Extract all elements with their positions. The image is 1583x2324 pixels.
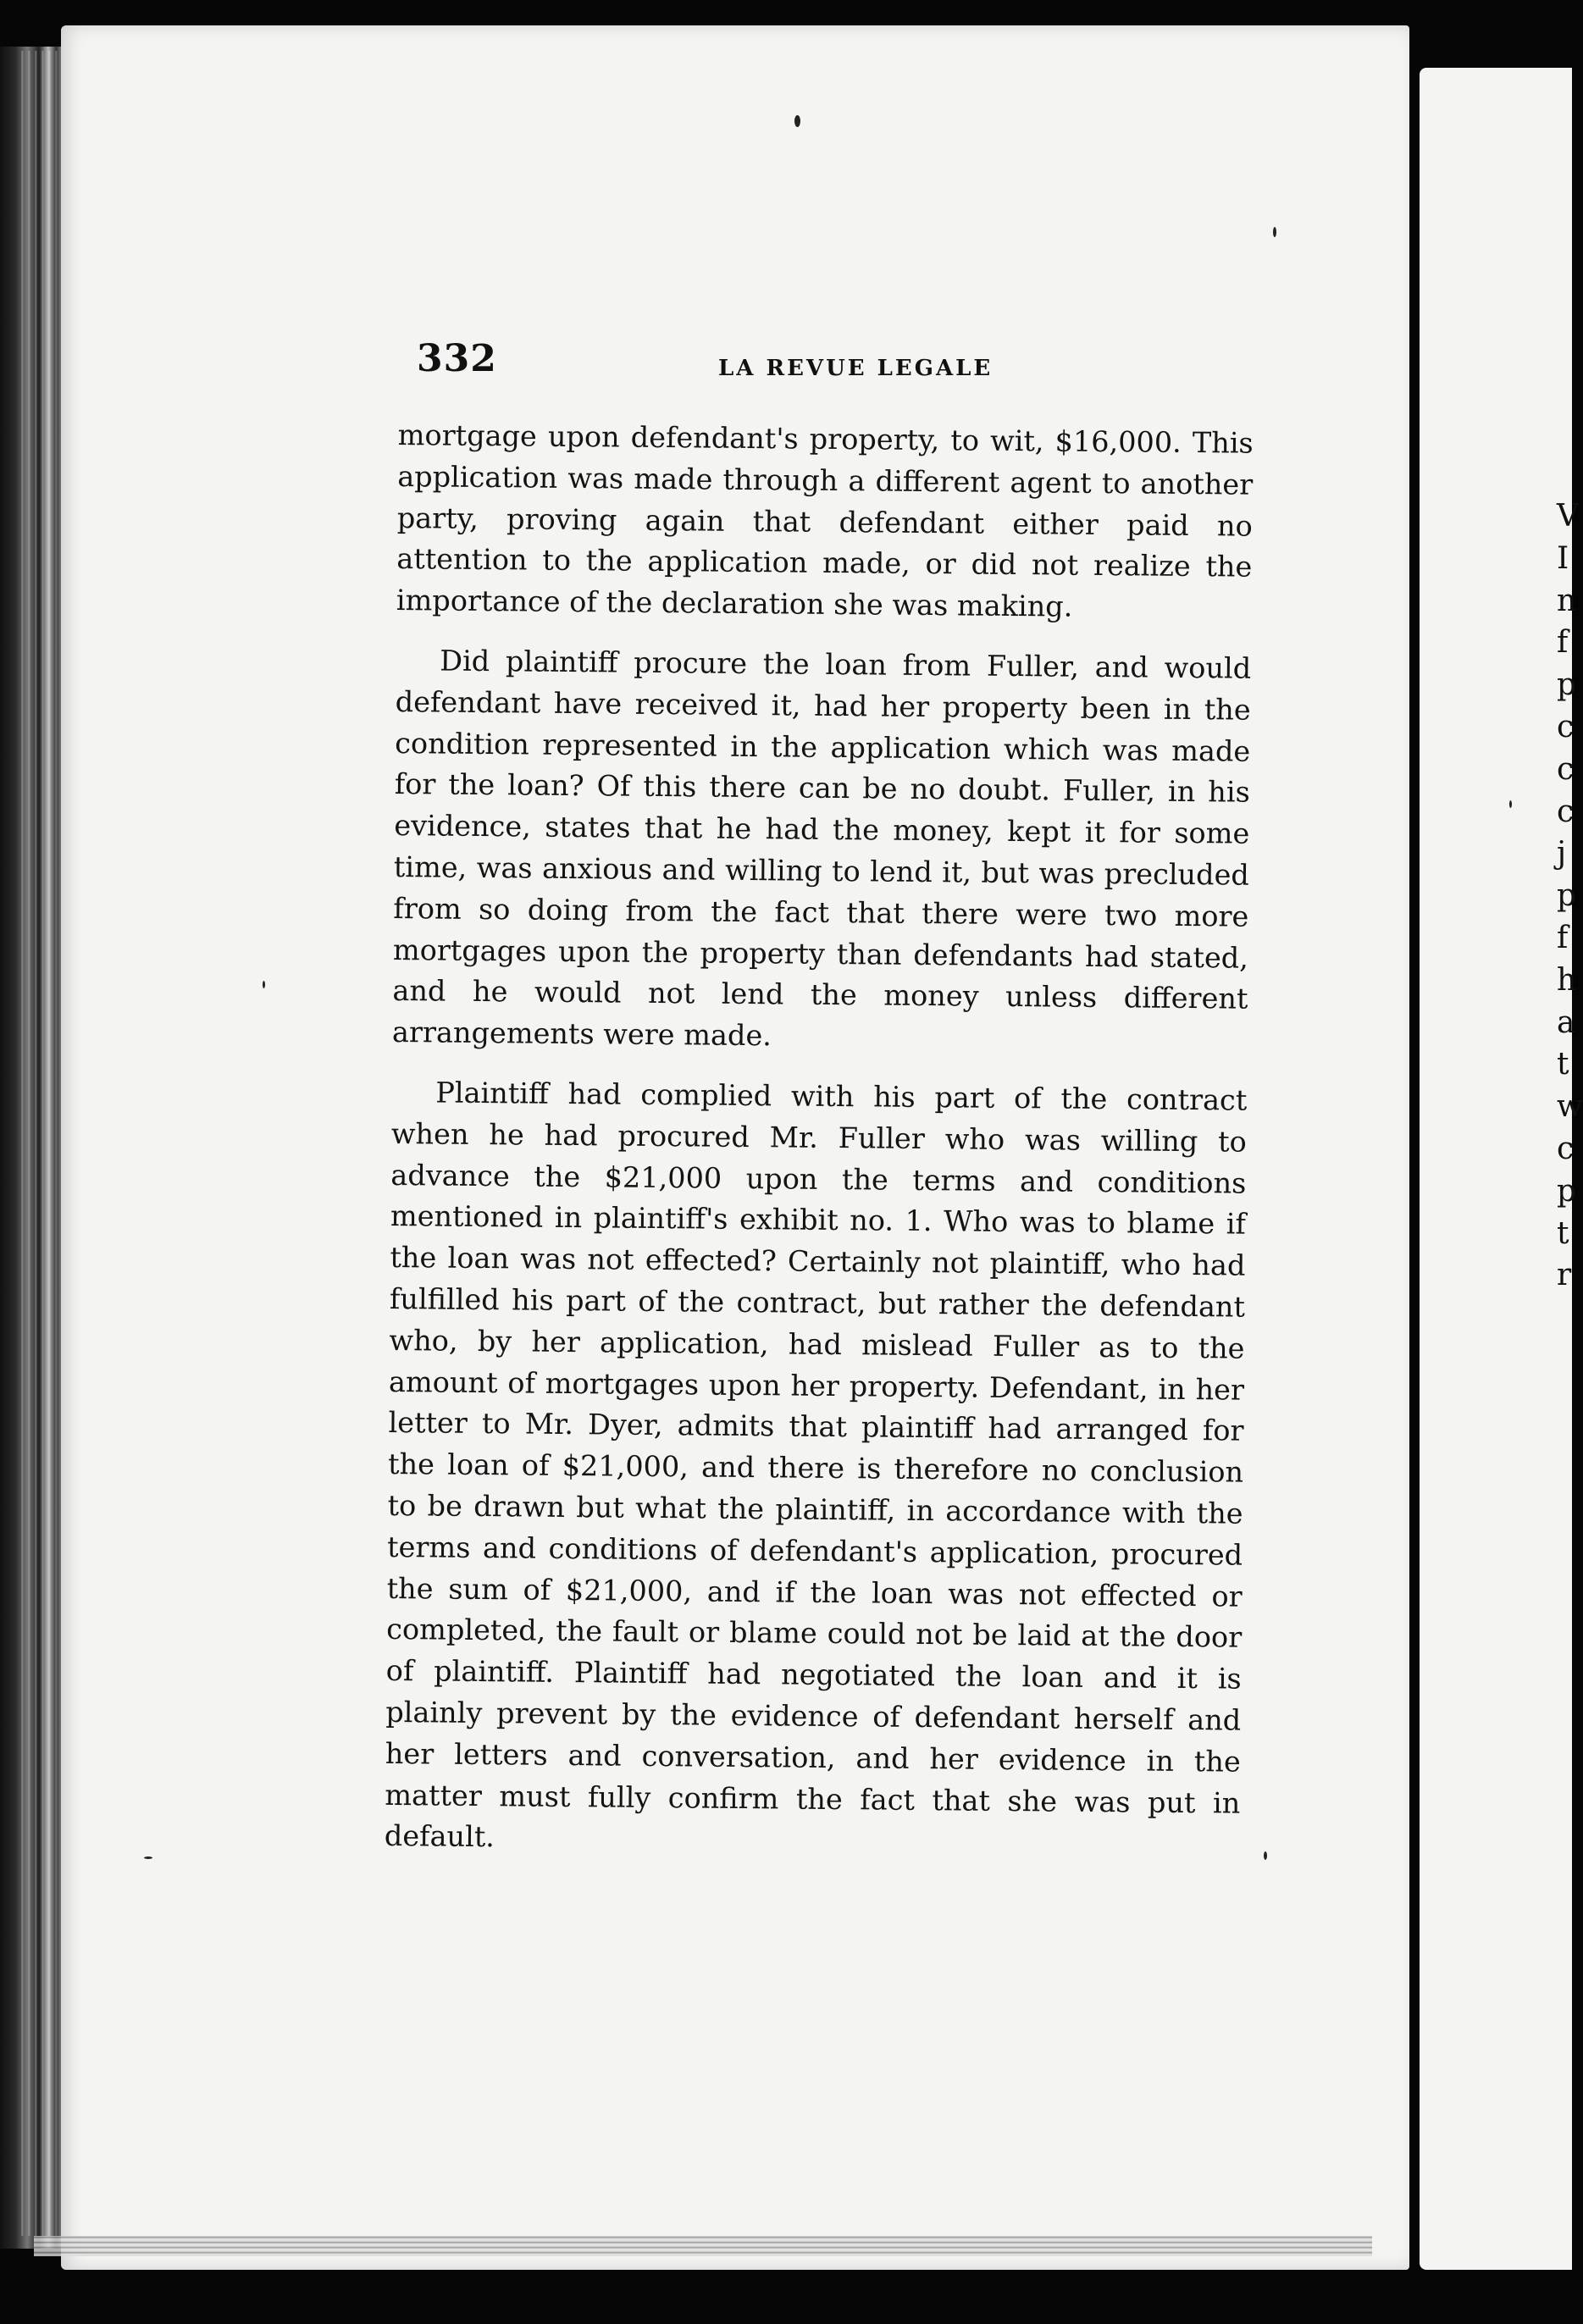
right-letter: V — [1557, 499, 1579, 534]
page-bottom-edge — [34, 2236, 1372, 2256]
right-letter: I — [1557, 540, 1569, 576]
paragraph-continuation: mortgage upon defendant's property, to wit, $16,000. This application was made through a different agent to another party, proving again that defendant either paid no attention to the application made, or did not realize the importance of the declaration she was making. — [396, 418, 1254, 623]
paragraph: Plaintiff had complied with his part of the contract when he had procured Mr. Fuller who was willing to advance the $21,000 upon the terms and conditions mentioned in plaintiff's exhibit no. 1. Who was to blame if the loan was not effected? Certainly not plaintiff, who had fulfilled his part of the contract, but rather the defendant who, by her application, had mislead Fuller as to the amount of mortgages upon her property. Defendant, in her letter to Mr. Dyer, admits that plaintiff had arranged for the loan of $21,000, and there is therefore no conclusion to be drawn but what the plaintiff, in accordance with the terms and conditions of defendant's application, procured the sum of $21,000, and if the loan was not effected or completed, the fault or blame could not be laid at the door of plaintiff. Plaintiff had negotiated the loan and it is plainly prevent by the evidence of defendant herself and her letters and conversation, and her evidence in the matter must fully confirm the fact that she was put in default. — [384, 1076, 1248, 1854]
right-letter: p — [1557, 667, 1577, 703]
body-text — [384, 415, 1254, 1884]
running-head: LA REVUE LEGALE — [718, 356, 994, 381]
dust-speck — [1273, 227, 1276, 237]
right-letter: f — [1557, 920, 1569, 955]
right-page-partial — [1420, 68, 1572, 2270]
right-letter: p — [1557, 1173, 1577, 1209]
right-letter: c — [1557, 751, 1575, 787]
right-letter: w — [1557, 1089, 1583, 1125]
right-letter: t — [1557, 1047, 1569, 1082]
right-letter: j — [1557, 836, 1567, 872]
right-letter: c — [1557, 709, 1575, 744]
right-letter: c — [1557, 1131, 1575, 1166]
right-letter: c — [1557, 794, 1575, 829]
dust-speck — [144, 1856, 152, 1859]
right-letter: n — [1557, 583, 1577, 618]
dust-speck — [1509, 800, 1512, 808]
right-page-letters — [1557, 495, 1582, 1297]
dust-speck — [1264, 1851, 1267, 1860]
right-letter: h — [1557, 962, 1577, 998]
right-letter: f — [1557, 625, 1569, 661]
dust-speck — [263, 981, 265, 988]
right-letter: p — [1557, 878, 1577, 914]
dust-speck — [794, 115, 800, 127]
right-letter: r — [1557, 1258, 1572, 1293]
right-letter: t — [1557, 1215, 1569, 1251]
paragraph: Did plaintiff procure the loan from Fuller, and would defendant have received it, had her property been in the condition represented in the application which was made for the loan? Of this there can be no doubt. Fuller, in his evidence, states that he had the money, kept it for some time, was anxious and willing to lend it, but was precluded from so doing from the fact that there were two more mortgages upon the property than defendants had stated, and he would not lend the money unless different arrangements were made. — [391, 644, 1252, 1053]
page-number: 332 — [417, 337, 497, 380]
right-letter: a — [1557, 1004, 1575, 1040]
